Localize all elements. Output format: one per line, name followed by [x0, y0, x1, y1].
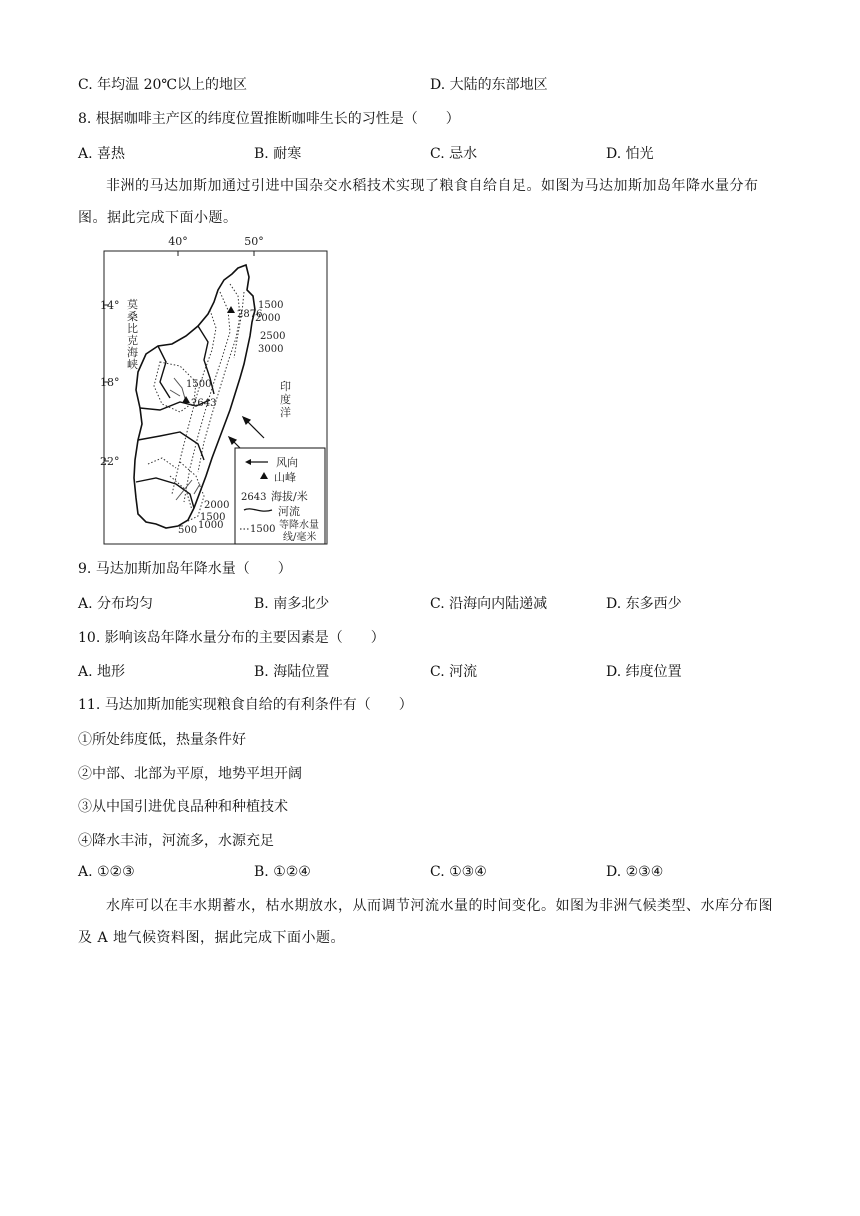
- contour-ne-3000: 3000: [258, 344, 284, 355]
- legend-elevation: 海拔/米: [271, 490, 308, 503]
- q7-option-d: D. 大陆的东部地区: [430, 77, 548, 93]
- contour-ne-1500: 1500: [258, 300, 284, 311]
- q8-option-d: D. 怕光: [606, 146, 654, 162]
- q11-item-1: ①所处纬度低，热量条件好: [78, 732, 246, 748]
- q9-option-c: C. 沿海向内陆递减: [430, 596, 548, 612]
- q10-option-c: C. 河流: [430, 664, 478, 680]
- svg-text:比: 比: [127, 322, 138, 335]
- q11-option-a: A. ①②③: [78, 864, 135, 880]
- contour-label-central: 1500: [186, 379, 212, 390]
- q8-option-c: C. 忌水: [430, 146, 478, 162]
- legend-elevation-number: 2643: [241, 492, 267, 503]
- svg-text:印: 印: [280, 380, 291, 393]
- q11-item-2: ②中部、北部为平原，地势平坦开阔: [78, 766, 302, 782]
- svg-text:洋: 洋: [280, 406, 291, 419]
- ocean-label: [280, 380, 291, 419]
- lon-label-50: 50°: [244, 235, 264, 248]
- q10-option-b: B. 海陆位置: [254, 664, 330, 680]
- lat-label-14: 14°: [100, 299, 120, 312]
- lat-label-18: 18°: [100, 376, 120, 389]
- contour-s-1000: 1000: [198, 520, 224, 531]
- contour-s-1500: 1500: [200, 512, 226, 523]
- q9-stem: 9. 马达加斯加岛年降水量（ ）: [78, 561, 292, 577]
- contour-s-500: 500: [178, 525, 198, 536]
- q11-option-d: D. ②③④: [606, 864, 664, 880]
- svg-text:克: 克: [127, 334, 138, 347]
- legend: [235, 448, 325, 544]
- legend-wind: 风向: [276, 456, 298, 469]
- legend-river: 河流: [278, 505, 300, 518]
- legend-isohyet-1: 等降水量: [279, 520, 319, 531]
- legend-isohyet-2: 线/毫米: [283, 532, 317, 543]
- q11-option-b: B. ①②④: [254, 864, 311, 880]
- q8-stem: 8. 根据咖啡主产区的纬度位置推断咖啡生长的习性是（ ）: [78, 111, 460, 127]
- q9-option-a: A. 分布均匀: [78, 596, 154, 612]
- madagascar-precipitation-map: [100, 232, 340, 548]
- q11-item-3: ③从中国引进优良品种和种植技术: [78, 799, 288, 815]
- contour-s-2000: 2000: [204, 500, 230, 511]
- intro-paragraph-reservoir: 水库可以在丰水期蓄水，枯水期放水，从而调节河流水量的时间变化。如图为非洲气候类型、水库分布图及 A 地气候资料图，据此完成下面小题。: [78, 898, 773, 946]
- legend-isohyet-number: 1500: [250, 524, 276, 535]
- svg-text:度: 度: [280, 393, 291, 406]
- lat-label-22: 22°: [100, 455, 120, 468]
- q9-option-b: B. 南多北少: [254, 596, 330, 612]
- intro-paragraph-madagascar: 非洲的马达加斯加通过引进中国杂交水稻技术实现了粮食自给自足。如图为马达加斯加岛年降水量分布图。据此完成下面小题。: [78, 178, 759, 226]
- q8-option-a: A. 喜热: [78, 146, 126, 162]
- q10-option-d: D. 纬度位置: [606, 664, 682, 680]
- q11-stem: 11. 马达加斯加能实现粮食自给的有利条件有（ ）: [78, 697, 413, 713]
- q7-option-c: C. 年均温 20℃以上的地区: [78, 77, 248, 93]
- q9-option-d: D. 东多西少: [606, 596, 682, 612]
- strait-label: [127, 297, 138, 371]
- q10-stem: 10. 影响该岛年降水量分布的主要因素是（ ）: [78, 630, 385, 646]
- legend-peak: 山峰: [274, 471, 296, 484]
- q8-option-b: B. 耐寒: [254, 146, 302, 162]
- peak-central-elevation: 2643: [191, 398, 217, 409]
- q10-option-a: A. 地形: [78, 664, 126, 680]
- contour-ne-2000: 2000: [255, 313, 281, 324]
- svg-text:峡: 峡: [127, 358, 138, 371]
- lon-label-40: 40°: [168, 235, 188, 248]
- q11-item-4: ④降水丰沛，河流多，水源充足: [78, 833, 274, 849]
- q11-option-c: C. ①③④: [430, 864, 487, 880]
- svg-text:桑: 桑: [127, 310, 138, 323]
- peak-north-elevation: 2876: [237, 309, 263, 320]
- svg-text:莫: 莫: [127, 298, 138, 311]
- contour-ne-2500: 2500: [260, 331, 286, 342]
- svg-text:海: 海: [127, 346, 138, 359]
